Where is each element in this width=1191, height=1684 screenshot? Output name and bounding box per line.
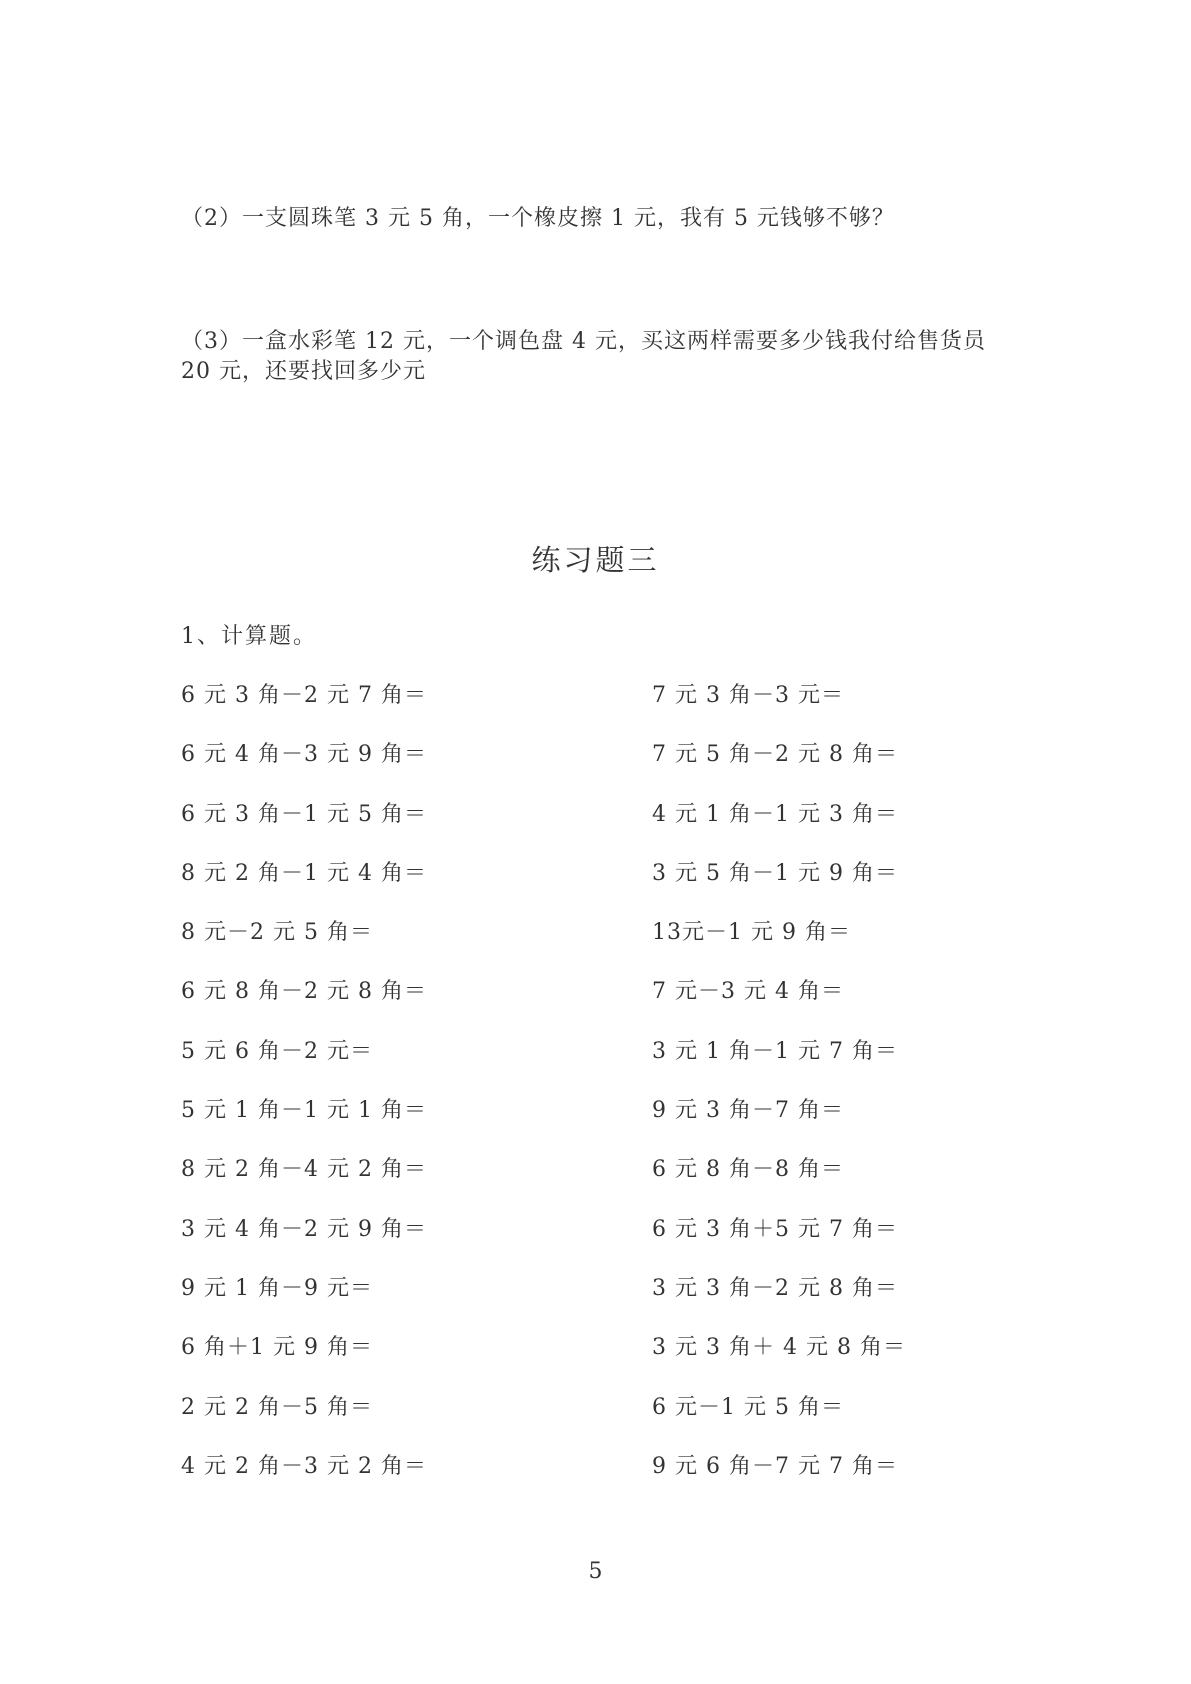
calculation-left: 6 元 8 角－2 元 8 角＝ — [181, 979, 427, 1005]
calculation-left: 3 元 4 角－2 元 9 角＝ — [181, 1216, 427, 1242]
calculation-row — [181, 1155, 901, 1214]
calculation-left: 6 元 3 角－1 元 5 角＝ — [181, 801, 427, 827]
calculation-right: 3 元 3 角＋ 4 元 8 角＝ — [652, 1335, 906, 1361]
calculation-row — [181, 1037, 901, 1096]
calculation-left: 8 元 2 角－1 元 4 角＝ — [181, 860, 427, 886]
calculation-right: 13元－1 元 9 角＝ — [652, 920, 851, 946]
calculation-row — [181, 1393, 901, 1452]
calculation-left: 9 元 1 角－9 元＝ — [181, 1275, 373, 1301]
calculation-right: 9 元 6 角－7 元 7 角＝ — [652, 1453, 898, 1479]
calculation-row — [181, 1333, 906, 1392]
calculation-row — [181, 1452, 901, 1511]
calculation-row — [181, 918, 901, 977]
calculation-left: 5 元 6 角－2 元＝ — [181, 1038, 373, 1064]
problem-3-text-line-2: 20 元，还要找回多少元 — [181, 359, 426, 384]
calculation-row — [181, 1096, 901, 1155]
calculation-row — [181, 859, 901, 918]
calculation-right: 6 元 8 角－8 角＝ — [652, 1157, 844, 1183]
section-label: 1、计算题。 — [181, 624, 317, 649]
calculation-grid — [181, 681, 906, 1511]
calculation-left: 6 元 4 角－3 元 9 角＝ — [181, 742, 427, 768]
calculation-row — [181, 681, 901, 740]
calculation-row — [181, 800, 901, 859]
calculation-right: 7 元 5 角－2 元 8 角＝ — [652, 742, 898, 768]
calculation-left: 5 元 1 角－1 元 1 角＝ — [181, 1098, 427, 1124]
calculation-right: 7 元 3 角－3 元＝ — [652, 683, 844, 708]
calculation-row — [181, 1215, 901, 1274]
calculation-right: 6 元－1 元 5 角＝ — [652, 1394, 844, 1420]
calculation-left: 8 元 2 角－4 元 2 角＝ — [181, 1157, 427, 1183]
problem-3-text-line-1: （3）一盒水彩笔 12 元，一个调色盘 4 元，买这两样需要多少钱我付给售货员 — [181, 329, 986, 354]
calculation-right: 7 元－3 元 4 角＝ — [652, 979, 844, 1005]
calculation-row — [181, 977, 901, 1036]
calculation-right: 3 元 5 角－1 元 9 角＝ — [652, 860, 898, 886]
problem-2-text: （2）一支圆珠笔 3 元 5 角，一个橡皮擦 1 元，我有 5 元钱够不够？ — [181, 206, 895, 231]
exercise-title: 练习题三 — [531, 543, 660, 577]
calculation-left: 4 元 2 角－3 元 2 角＝ — [181, 1453, 427, 1479]
calculation-right: 4 元 1 角－1 元 3 角＝ — [652, 801, 898, 827]
calculation-right: 9 元 3 角－7 角＝ — [652, 1098, 844, 1124]
calculation-left: 8 元－2 元 5 角＝ — [181, 920, 373, 946]
calculation-left: 2 元 2 角－5 角＝ — [181, 1394, 373, 1420]
calculation-left: 6 元 3 角－2 元 7 角＝ — [181, 683, 427, 708]
calculation-right: 6 元 3 角＋5 元 7 角＝ — [652, 1216, 898, 1242]
calculation-row — [181, 740, 901, 799]
calculation-row — [181, 1274, 901, 1333]
calculation-left: 6 角＋1 元 9 角＝ — [181, 1335, 373, 1361]
page-number: 5 — [588, 1559, 603, 1584]
calculation-right: 3 元 3 角－2 元 8 角＝ — [652, 1275, 898, 1301]
calculation-right: 3 元 1 角－1 元 7 角＝ — [652, 1038, 898, 1064]
